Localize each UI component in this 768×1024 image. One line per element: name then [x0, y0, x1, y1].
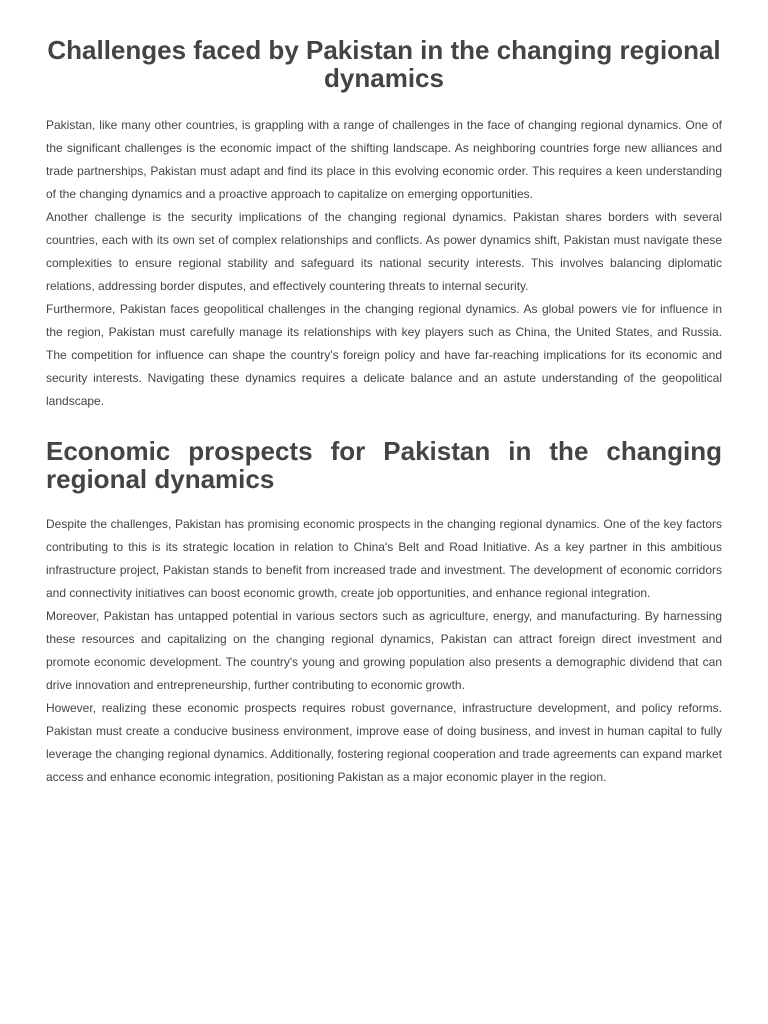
section-heading-economic-prospects: Economic prospects for Pakistan in the changing regional dynamics [46, 436, 722, 494]
paragraph: However, realizing these economic prospects requires robust governance, infrastructure development, and policy reforms. Pakistan must create a conducive business environment, improve ease of doing business, and invest in human capital to fully leverage the changing regional dynamics. Additionally, fostering regional cooperation and trade agreements can expand market access and enhance economic integration, positioning Pakistan as a major economic player in the region. [46, 701, 722, 784]
section-economic-prospects-body [46, 513, 722, 789]
paragraph: Moreover, Pakistan has untapped potential in various sectors such as agriculture, energy, and manufacturing. By harnessing these resources and capitalizing on the changing regional dynamics, Pakistan can attract foreign direct investment and promote economic development. The country's young and growing population also presents a demographic dividend that can drive innovation and entrepreneurship, further contributing to economic growth. [46, 609, 722, 692]
paragraph: Furthermore, Pakistan faces geopolitical challenges in the changing regional dynamics. As global powers vie for influence in the region, Pakistan must carefully manage its relationships with key players such as China, the United States, and Russia. The competition for influence can shape the country's foreign policy and have far-reaching implications for its economic and security interests. Navigating these dynamics requires a delicate balance and an astute understanding of the geopolitical landscape. [46, 302, 722, 408]
section-challenges-body [46, 114, 722, 413]
paragraph: Another challenge is the security implications of the changing regional dynamics. Pakistan shares borders with several countries, each with its own set of complex relationships and conflicts. As power dynamics shift, Pakistan must navigate these complexities to ensure regional stability and safeguard its national security interests. This involves balancing diplomatic relations, addressing border disputes, and effectively countering threats to internal security. [46, 210, 722, 293]
paragraph: Despite the challenges, Pakistan has promising economic prospects in the changing regional dynamics. One of the key factors contributing to this is its strategic location in relation to China's Belt and Road Initiative. As a key partner in this ambitious infrastructure project, Pakistan stands to benefit from increased trade and investment. The development of economic corridors and connectivity initiatives can boost economic growth, create job opportunities, and enhance regional integration. [46, 517, 722, 600]
paragraph: Pakistan, like many other countries, is grappling with a range of challenges in the face of changing regional dynamics. One of the significant challenges is the economic impact of the shifting landscape. As neighboring countries forge new alliances and trade partnerships, Pakistan must adapt and find its place in this evolving economic order. This requires a keen understanding of the changing dynamics and a proactive approach to capitalize on emerging opportunities. [46, 118, 722, 201]
section-heading-challenges: Challenges faced by Pakistan in the changing regional dynamics [47, 35, 721, 93]
